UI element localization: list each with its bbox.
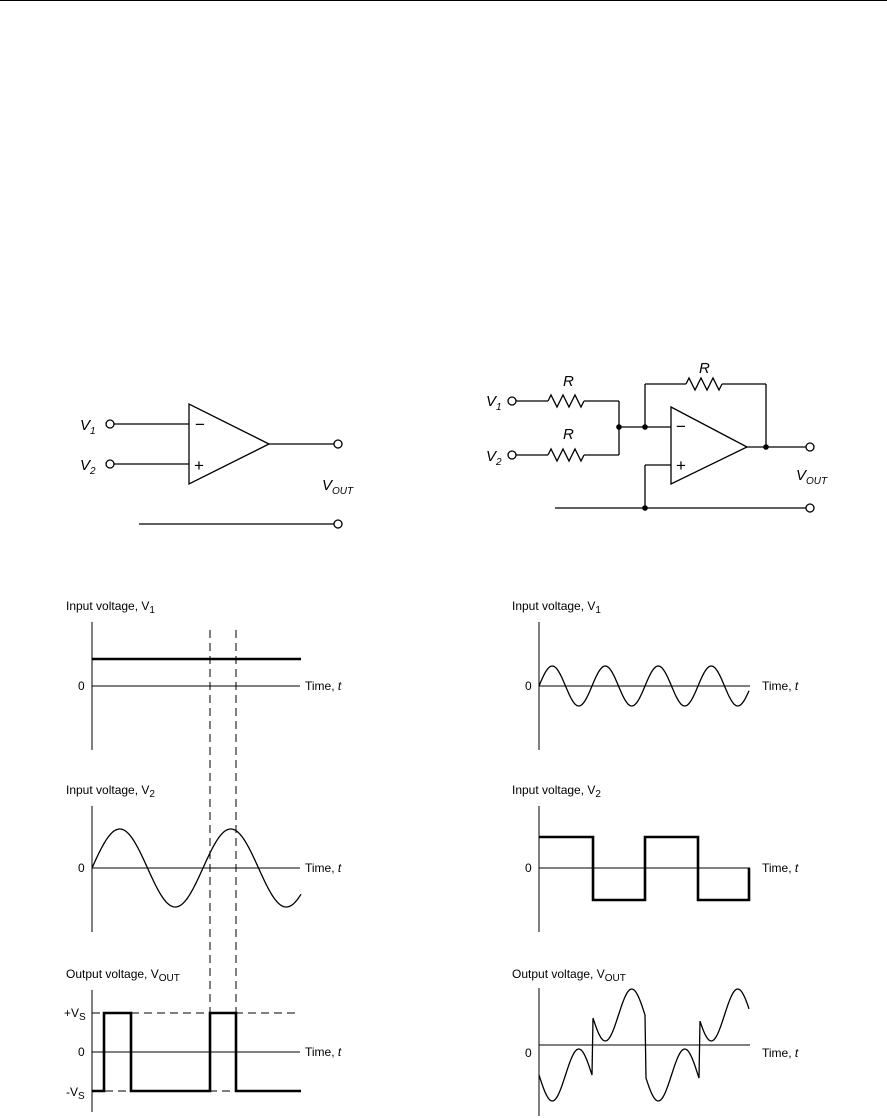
graph-left-vout-pos-level: $+V_S$ xyxy=(64,1006,86,1023)
comparator-v2-label: $V_2$ xyxy=(80,457,96,477)
graph-left-v1-time-label: Time, t xyxy=(305,679,342,693)
comparator-circuit xyxy=(80,404,354,528)
comparator-plus-sign: + xyxy=(194,456,204,475)
summer-feedback-resistor xyxy=(686,378,722,390)
graph-right-v2 xyxy=(512,783,799,932)
graph-left-vout-zero: 0 xyxy=(78,1045,85,1059)
summer-plus-sign: + xyxy=(676,456,686,475)
summer-v2-label: $V_2$ xyxy=(486,448,502,468)
graph-left-v1-zero: 0 xyxy=(78,679,85,693)
summer-ground-terminal xyxy=(806,504,814,512)
graph-right-v1-time-label: Time, t xyxy=(762,679,799,693)
graph-left-v1-title: Input voltage, $V_1$ xyxy=(66,599,155,616)
summer-vout-label: $V_{OUT}$ xyxy=(796,467,828,487)
summer-junction-dot xyxy=(616,424,622,430)
graph-right-v2-time-label: Time, t xyxy=(762,861,799,875)
summer-v1-label: $V_1$ xyxy=(486,393,502,413)
comparator-output-terminal xyxy=(334,440,342,448)
graph-left-v2-time-label: Time, t xyxy=(305,861,342,875)
graph-left-vout-title: Output voltage, $V_{OUT}$ xyxy=(66,967,180,984)
summer-r2-resistor xyxy=(548,449,584,461)
graph-right-v1 xyxy=(512,599,799,750)
graph-right-vout-title: Output voltage, $V_{OUT}$ xyxy=(512,967,626,984)
comparator-v1-terminal xyxy=(106,420,114,428)
summer-output-junction-dot xyxy=(763,444,769,450)
graph-right-vout-zero: 0 xyxy=(525,1046,532,1060)
graph-left-v2-title: Input voltage, $V_2$ xyxy=(66,783,155,800)
graph-left-v2 xyxy=(66,783,342,932)
comparator-ground-terminal xyxy=(334,520,342,528)
comparator-v2-terminal xyxy=(106,460,114,468)
summer-r1-label: R xyxy=(563,373,574,390)
graph-left-vout xyxy=(64,967,342,1112)
graph-right-v1-title: Input voltage, $V_1$ xyxy=(512,599,601,616)
graph-right-v1-zero: 0 xyxy=(525,679,532,693)
summer-v1-terminal xyxy=(508,397,516,405)
comparator-minus-sign: − xyxy=(195,415,205,434)
summer-r2-label: R xyxy=(563,426,574,443)
graph-left-v2-zero: 0 xyxy=(78,861,85,875)
graph-right-v2-title: Input voltage, $V_2$ xyxy=(512,783,601,800)
graph-right-v2-zero: 0 xyxy=(525,861,532,875)
graph-right-vout-time-label: Time, t xyxy=(762,1046,799,1060)
summer-minus-sign: − xyxy=(676,417,686,436)
graph-left-vout-neg-level: $-V_S$ xyxy=(66,1085,85,1102)
summer-circuit xyxy=(486,360,828,512)
summer-v2-terminal xyxy=(508,451,516,459)
comparator-vout-label: $V_{OUT}$ xyxy=(322,477,354,497)
graph-left-vout-time-label: Time, t xyxy=(305,1045,342,1059)
graph-left-v1 xyxy=(66,599,342,750)
summer-r1-resistor xyxy=(548,395,584,407)
graph-right-vout xyxy=(512,967,799,1116)
summer-feedback-label: R xyxy=(699,360,710,377)
summer-ground-junction-dot xyxy=(642,505,648,511)
comparator-v1-label: $V_1$ xyxy=(80,417,96,437)
summer-output-terminal xyxy=(806,443,814,451)
